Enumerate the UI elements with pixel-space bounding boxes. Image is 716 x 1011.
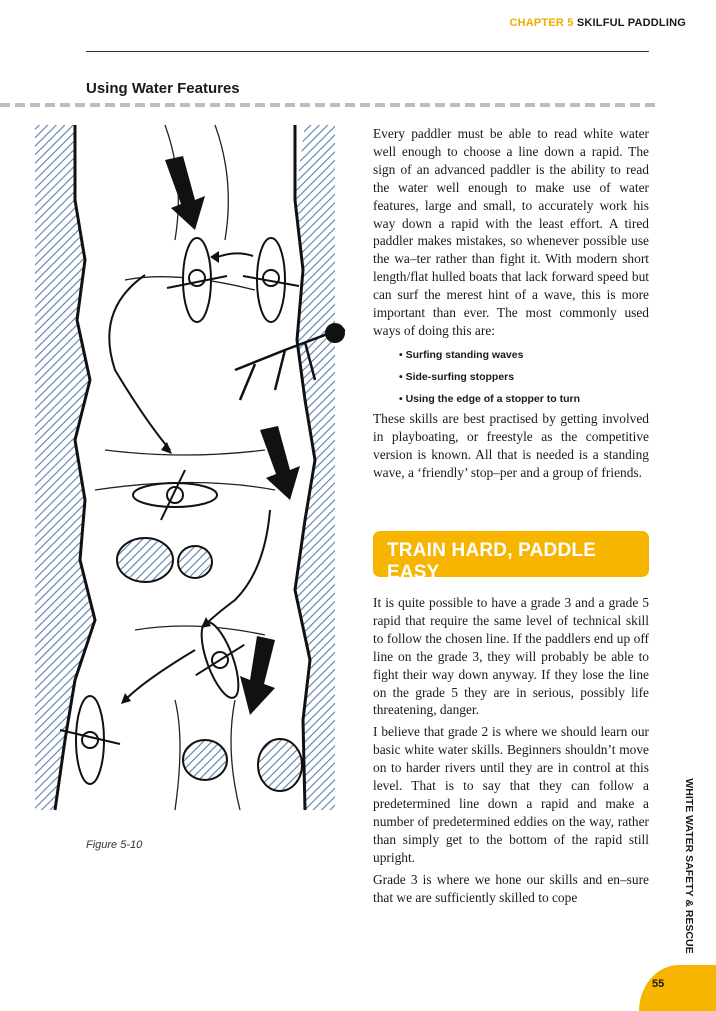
figure-caption: Figure 5-10 [86, 839, 143, 851]
section-title: Using Water Features [86, 80, 240, 97]
paragraph: Grade 3 is where we hone our skills and en–sure that we are sufficiently skilled to cope [373, 871, 649, 905]
page-number: 55 [652, 978, 665, 990]
rock [258, 739, 302, 791]
callout-banner [373, 531, 649, 583]
kayak [133, 470, 217, 520]
river-kayak-illustration [35, 120, 365, 820]
book-title: WHITE WATER SAFETY & RESCUE [683, 778, 695, 954]
down-arrow [165, 156, 205, 230]
list-item: • Side-surfing stoppers [399, 366, 649, 388]
banner-text: TRAIN HARD, PADDLE EASY [387, 540, 597, 583]
paragraph: It is quite possible to have a grade 3 and a grade 5 rapid that require the same level of technical skill to follow the chosen line. If the paddlers end up off line on the grade 3, they will probably be able to fight their way down anyway. If they lose the line on the grade 5 they are in serious, possibly life threatening, danger. [373, 595, 649, 718]
book-title-sidebar [679, 770, 699, 970]
header-rule [86, 51, 649, 52]
intro-paragraph: Every paddler must be able to read white water well enough to choose a line down a rapid. The sign of an advanced paddler is the ability to read the water well enough to make use of water features, large and small, to accurately work his way down a rapid with the least effort. A tired paddler makes mistakes, so whenever possible use the wa–ter rather than fight it. With modern short length/flat hulled boats that lack forward speed but can surf the merest hint of a wave, this is more important than ever. The most commonly used ways of doing this are: [373, 126, 649, 338]
after-bullets-paragraph: These skills are best practised by getting involved in playboating, or freestyle as the competitive version is known. All that is needed is a standing wave, a ‘friendly’ stop–per and a group of friends. [373, 410, 649, 480]
chapter-label: CHAPTER 5 [509, 17, 574, 29]
page-number-tab [639, 965, 716, 1011]
list-item: • Surfing standing waves [399, 344, 649, 366]
text-column-top [373, 125, 649, 482]
skills-list [373, 344, 649, 410]
kayak [167, 238, 227, 322]
path-arrow [109, 275, 170, 450]
chapter-title: SKILFUL PADDLING [576, 17, 686, 29]
dashed-divider [0, 102, 716, 108]
list-item: • Using the edge of a stopper to turn [399, 388, 649, 410]
kayak [243, 238, 299, 322]
path-arrow [125, 650, 195, 700]
rock [178, 546, 212, 578]
rock [117, 538, 173, 582]
paragraph: I believe that grade 2 is where we should learn our basic white water skills. Beginners shouldn’t move on to harder rivers until they are in control at this level. That is to say that they can follow a predetermined line down a rapid and make a number of predetermined eddies on the way, rather than simply get to the bottom of the rapid still upright. [373, 724, 649, 865]
path-arrow [205, 510, 270, 625]
text-column-bottom [373, 594, 649, 910]
down-arrow [240, 636, 275, 715]
rock [183, 740, 227, 780]
path-arrow [215, 253, 253, 258]
running-header [509, 17, 686, 29]
